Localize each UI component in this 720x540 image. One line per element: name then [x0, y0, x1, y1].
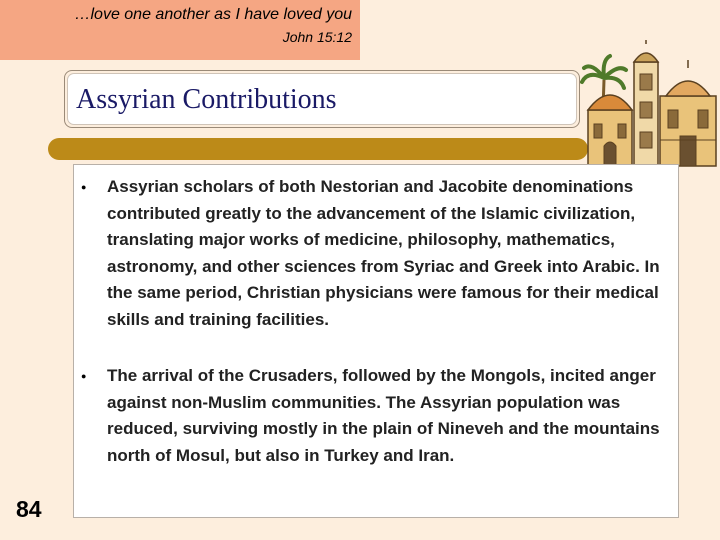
bullet-marker: ● [81, 182, 87, 192]
page-number: 84 [16, 496, 42, 522]
bullet-text-2: The arrival of the Crusaders, followed by the Mongols, incited anger against non-Muslim communities. The Assyrian population was reduced, surviving mostly in the plain of Nineveh and the mountains north of Mosul, but also in Turkey and Iran. [107, 366, 660, 465]
title-underline-bar [48, 138, 588, 160]
bullet-marker: ● [81, 371, 87, 381]
slide-title: Assyrian Contributions [76, 84, 337, 115]
town-skyline-icon [580, 40, 720, 168]
quote-text: …love one another as I have loved you [74, 6, 352, 23]
quote-reference: John 15:12 [282, 29, 352, 45]
quote-banner [0, 0, 360, 60]
bullet-text-1: Assyrian scholars of both Nestorian and Jacobite denominations contributed greatly to the advancement of the Islamic civilization, translating major works of medicine, philosophy, mathematics, astronomy, and other sciences from Syriac and Greek into Arabic. In the same period, Christian physicians were famous for their medical skills and training facilities. [107, 177, 660, 329]
content-box [73, 164, 679, 518]
